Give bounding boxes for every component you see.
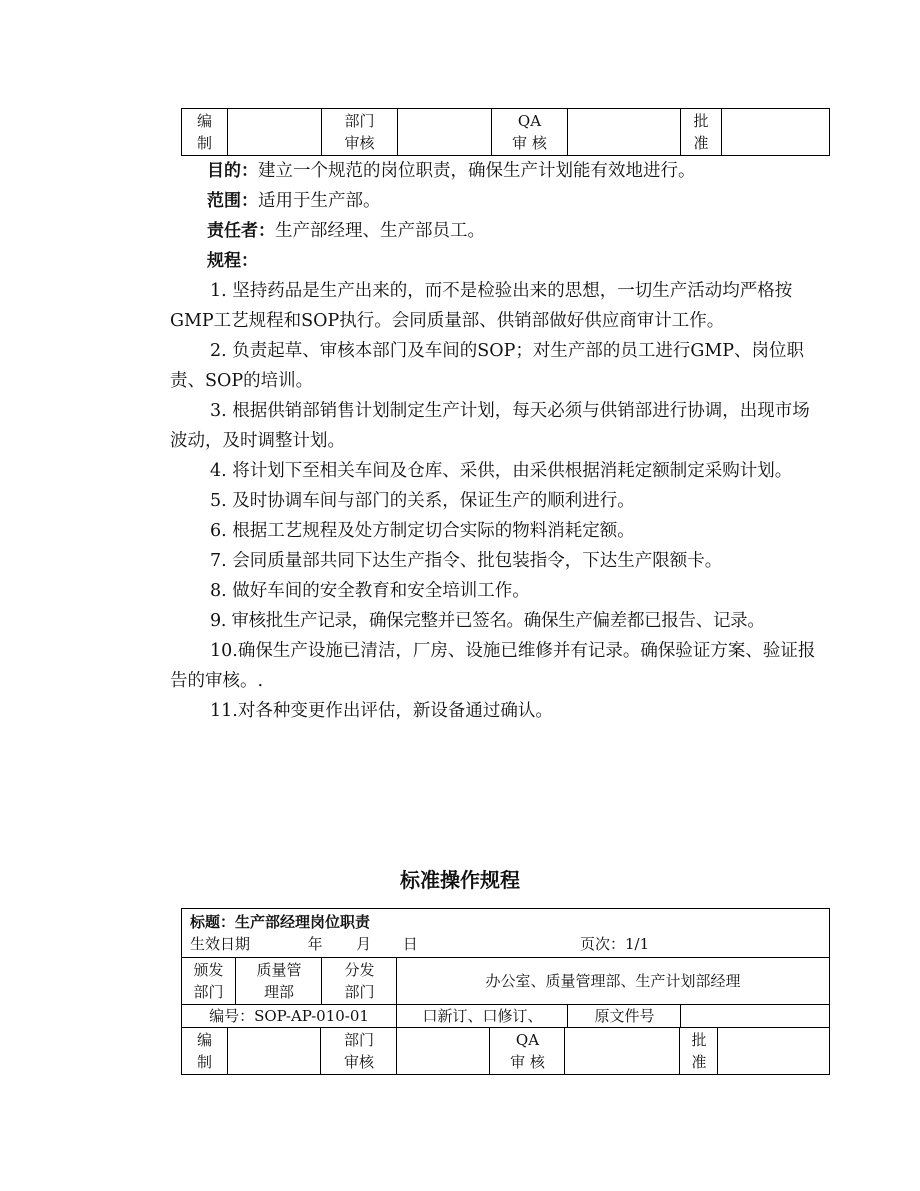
issuer: 质量管 理部 xyxy=(235,958,322,1004)
qa-review-label: QA 审 核 xyxy=(492,109,568,156)
procedure-item: 8. 做好车间的安全教育和安全培训工作。 xyxy=(210,581,530,601)
dept-review-field[interactable] xyxy=(396,1028,490,1074)
sop-header-table xyxy=(181,908,830,1075)
qa-review-field[interactable] xyxy=(568,109,681,156)
title-row xyxy=(182,909,829,957)
procedure-item: 5. 及时协调车间与部门的关系，保证生产的顺利进行。 xyxy=(210,491,635,511)
prepare-label: 编 制 xyxy=(182,109,228,156)
day-label: 日 xyxy=(402,935,418,953)
issue-dept-label: 颁发 部门 xyxy=(193,961,224,1001)
distribution-list: 办公室、质量管理部、生产计划部经理 xyxy=(396,958,829,1004)
dept-review-label: 部门 审核 xyxy=(320,1028,397,1074)
purpose-line: 目的：建立一个规范的岗位职责，确保生产计划能有效地进行。 xyxy=(207,161,696,181)
dept-review-field[interactable] xyxy=(398,109,492,156)
orig-doc-label: 原文件号 xyxy=(567,1005,681,1027)
procedure-item: 4. 将计划下至相关车间及仓库、采供，由采供根据消耗定额制定采购计划。 xyxy=(210,461,793,481)
number-row xyxy=(182,1004,829,1027)
procedure-item: 3. 根据供销部销售计划制定生产计划，每天必须与供销部进行协调，出现市场波动，及时调整计划。 xyxy=(170,401,810,451)
approve-label: 批 准 xyxy=(681,109,722,156)
top-signature-table xyxy=(181,108,830,156)
year-label: 年 xyxy=(307,935,323,953)
procedure-item: 9. 审核批生产记录，确保完整并已签名。确保生产偏差都已报告、记录。 xyxy=(210,611,765,631)
prepare-field[interactable] xyxy=(227,1028,321,1074)
prepare-label: 编 制 xyxy=(196,1031,212,1071)
prepare-field[interactable] xyxy=(228,109,322,156)
procedure-item: 6. 根据工艺规程及处方制定切合实际的物料消耗定额。 xyxy=(210,521,635,541)
approve-field[interactable] xyxy=(722,109,830,156)
procedure-item: 11.对各种变更作出评估，新设备通过确认。 xyxy=(210,701,553,721)
procedure-item: 1. 坚持药品是生产出来的，而不是检验出来的思想，一切生产活动均严格按GMP工艺规程和SOP执行。会同质量部、供销部做好供应商审计工作。 xyxy=(170,281,793,331)
sop-number: 编号：SOP-AP-010-01 xyxy=(209,1007,369,1025)
orig-doc-field[interactable] xyxy=(680,1005,829,1027)
distribution-row xyxy=(182,957,829,1004)
approve-field[interactable] xyxy=(717,1028,829,1074)
scope-line: 范围：适用于生产部。 xyxy=(207,191,381,211)
approve-label: 批 准 xyxy=(679,1028,718,1074)
qa-review-label: QA 审 核 xyxy=(489,1028,565,1074)
dept-review-label: 部门 审核 xyxy=(322,109,398,156)
effective-date xyxy=(190,933,418,954)
procedure-item: 2. 负责起草、审核本部门及车间的SOP；对生产部的员工进行GMP、岗位职责、SOP的培训。 xyxy=(170,341,805,391)
procedure-item: 7. 会同质量部共同下达生产指令、批包装指令，下达生产限额卡。 xyxy=(210,551,723,571)
procedure-item: 10.确保生产设施已清洁，厂房、设施已维修并有记录。确保验证方案、验证报告的审核。. xyxy=(170,641,816,691)
revision-options[interactable]: 口新订、口修订、 xyxy=(396,1005,568,1027)
responsible-line: 责任者：生产部经理、生产部员工。 xyxy=(207,221,485,241)
signature-row xyxy=(182,1027,829,1074)
sop-title: 标题：生产部经理岗位职责 xyxy=(190,913,371,931)
qa-review-field[interactable] xyxy=(564,1028,680,1074)
document-body xyxy=(170,156,820,726)
procedure-label: 规程： xyxy=(207,251,258,271)
effective-date-label: 生效日期 xyxy=(190,935,251,953)
month-label: 月 xyxy=(356,935,372,953)
document-title: 标准操作规程 xyxy=(400,868,520,892)
distribute-dept-label: 分发 部门 xyxy=(321,958,397,1004)
page-number: 页次：1/1 xyxy=(580,935,650,953)
